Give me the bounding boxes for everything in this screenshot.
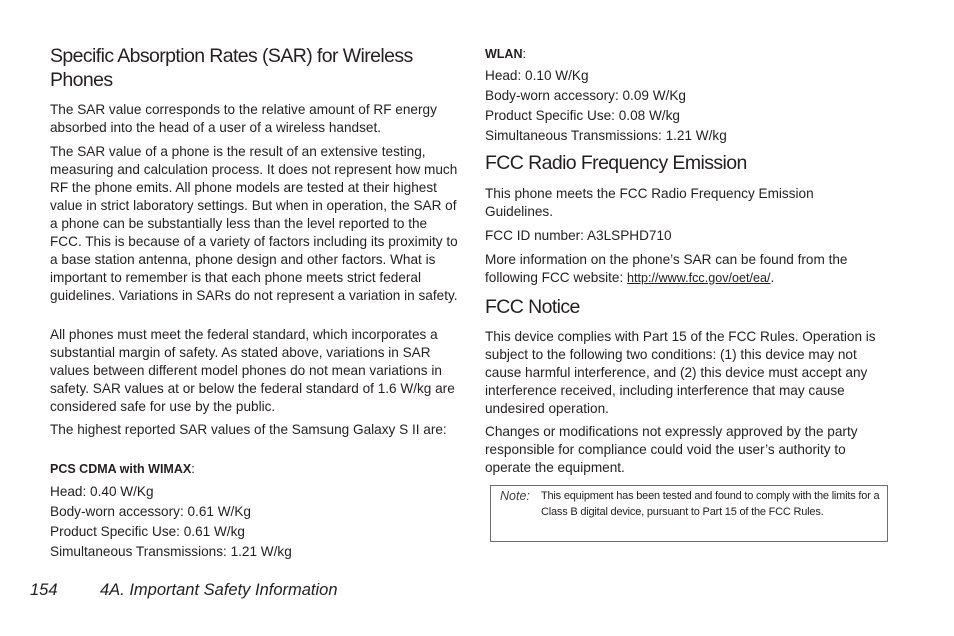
notice-paragraph-2: Changes or modifications not expressly approved by the party responsible for compliance could void the user’s authority to operate the equipment. [485,424,858,475]
rf-paragraph-3: More information on the phone’s SAR can be found from the following FCC website: http://www.fcc.gov/oet/ea/. [485,252,848,285]
sar-paragraph-2: The SAR value of a phone is the result of an extensive testing, measuring and calculation process. It does not represent how much RF the phone emits. All phone models are tested at their highest value in strict laboratory settings. But when in operation, the SAR of a phone can be substantially less than the level reported to the FCC. This is because of a variety of factors including its proximity to a base station antenna, phone design and other factors. What is important to remember is that each phone meets strict federal guidelines. Variations in SARs do not represent a variation in safety. [50,144,458,303]
rf-emission-heading: FCC Radio Frequency Emission [485,152,747,174]
fcc-notice-heading: FCC Notice [485,296,580,318]
sar-paragraph-3: All phones must meet the federal standard, which incorporates a substantial margin of safety. As stated above, variations in SAR values between different model phones do not mean variations in safety. SAR values at or below the federal standard of 1.6 W/kg are considered safe for use by the public. [50,327,455,414]
wlan-label: WLAN: [485,47,526,61]
page-footer [30,581,338,600]
pcs-head-value: Head: 0.40 W/Kg [50,484,154,499]
rf-paragraph-1: This phone meets the FCC Radio Frequency Emission Guidelines. [485,186,814,219]
note-text: This equipment has been tested and found to comply with the limits for a Class B digital device, pursuant to Part 15 of the FCC Rules. [541,490,880,518]
wlan-head-value: Head: 0.10 W/Kg [485,68,589,83]
fcc-website-link[interactable]: http://www.fcc.gov/oet/ea/ [627,271,771,285]
pcs-simultaneous-value: Simultaneous Transmissions: 1.21 W/kg [50,544,292,559]
section-title: 4A. Important Safety Information [100,581,338,599]
wlan-simultaneous-value: Simultaneous Transmissions: 1.21 W/kg [485,128,727,143]
sar-paragraph-1: The SAR value corresponds to the relative amount of RF energy absorbed into the head of a user of a wireless handset. [50,102,437,135]
wlan-product-specific-value: Product Specific Use: 0.08 W/kg [485,108,680,123]
pcs-product-specific-value: Product Specific Use: 0.61 W/kg [50,524,245,539]
sar-heading: Specific Absorption Rates (SAR) for Wireless Phones [50,45,413,91]
pcs-body-worn-value: Body-worn accessory: 0.61 W/Kg [50,504,251,519]
pcs-cdma-label: PCS CDMA with WIMAX: [50,462,195,476]
note-label: Note: [500,489,530,503]
sar-paragraph-4: The highest reported SAR values of the Samsung Galaxy S II are: [50,422,447,437]
notice-paragraph-1: This device complies with Part 15 of the FCC Rules. Operation is subject to the following two conditions: (1) this device may not cause harmful interference, and (2) this device must accept any interference received, including interference that may cause undesired operation. [485,329,876,416]
wlan-body-worn-value: Body-worn accessory: 0.09 W/Kg [485,88,686,103]
note-box [490,485,888,542]
fcc-id-paragraph: FCC ID number: A3LSPHD710 [485,228,672,243]
page-number: 154 [30,581,58,599]
